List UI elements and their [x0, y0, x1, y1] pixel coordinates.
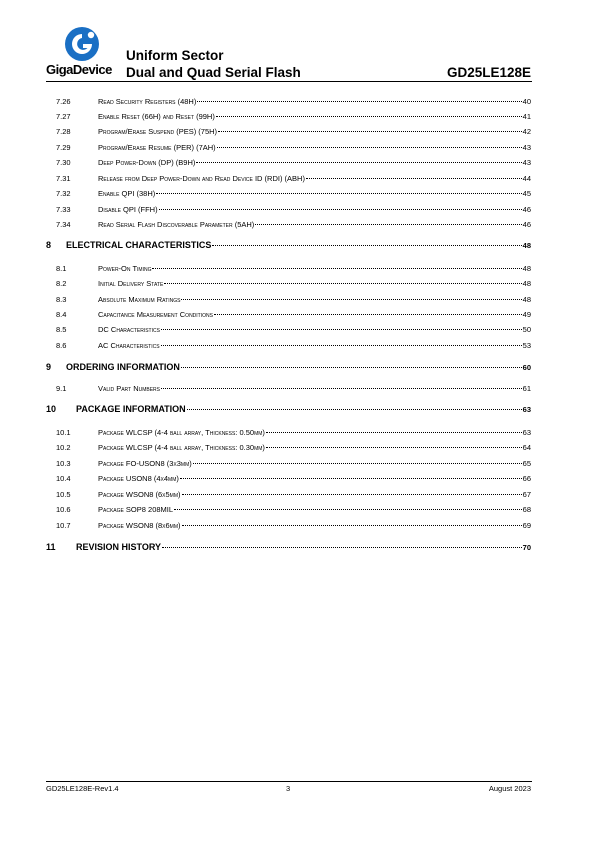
toc-subsection-entry[interactable]: [46, 322, 531, 336]
toc-dot-leader: [212, 238, 521, 248]
toc-dot-leader: [152, 261, 521, 271]
toc-subsection-entry[interactable]: [46, 307, 531, 321]
product-line-2: Dual and Quad Serial Flash: [126, 65, 301, 80]
toc-entry-page: 48: [522, 279, 531, 288]
toc-dot-leader: [193, 456, 522, 466]
footer-page-number: 3: [286, 784, 291, 793]
gigadevice-logo: [46, 26, 120, 82]
toc-dot-leader: [196, 155, 521, 165]
toc-entry-title: AC Characteristics: [98, 341, 160, 350]
toc-entry-title: Package WLCSP (4-4 ball array, Thickness: 0.30mm): [98, 443, 265, 452]
toc-entry-page: 50: [522, 325, 531, 334]
toc-entry-title: Package WSON8 (6x5mm): [98, 490, 181, 499]
toc-entry-number: 10.5: [56, 490, 71, 499]
toc-entry-page: 49: [522, 310, 531, 319]
toc-entry-page: 45: [522, 189, 531, 198]
toc-entry-page: 61: [522, 384, 531, 393]
toc-entry-page: 63: [522, 428, 531, 437]
toc-entry-title: ELECTRICAL CHARACTERISTICS: [66, 240, 212, 250]
toc-dot-leader: [197, 94, 521, 104]
toc-subsection-entry[interactable]: [46, 109, 531, 123]
toc-subsection-entry[interactable]: [46, 292, 531, 306]
toc-entry-page: 64: [522, 443, 531, 452]
toc-subsection-entry[interactable]: [46, 440, 531, 454]
toc-entry-title: Package USON8 (4x4mm): [98, 474, 179, 483]
toc-dot-leader: [255, 217, 521, 227]
toc-entry-number: 8.6: [56, 341, 67, 350]
toc-dot-leader: [156, 186, 521, 196]
toc-entry-title: Absolute Maximum Ratings: [98, 295, 181, 304]
toc-dot-leader: [182, 487, 522, 497]
toc-subsection-entry[interactable]: [46, 261, 531, 275]
toc-entry-title: Release from Deep Power-Down and Read Device ID (RDI) (ABH): [98, 174, 305, 183]
toc-entry-page: 60: [522, 363, 531, 372]
toc-subsection-entry[interactable]: [46, 140, 531, 154]
toc-entry-number: 8.2: [56, 279, 67, 288]
toc-dot-leader: [162, 540, 522, 550]
toc-entry-title: Valid Part Numbers: [98, 384, 161, 393]
toc-entry-number: 10.4: [56, 474, 71, 483]
toc-entry-number: 7.27: [56, 112, 71, 121]
footer-doc-id: GD25LE128E-Rev1.4: [46, 784, 119, 793]
toc-entry-number: 9.1: [56, 384, 67, 393]
toc-entry-number: 8.5: [56, 325, 67, 334]
toc-entry-number: 11: [46, 542, 56, 552]
toc-entry-number: 8.1: [56, 264, 67, 273]
toc-entry-page: 44: [522, 174, 531, 183]
toc-entry-title: Enable Reset (66H) and Reset (99H): [98, 112, 215, 121]
toc-entry-number: 7.31: [56, 174, 71, 183]
toc-entry-number: 10: [46, 404, 57, 414]
toc-entry-number: 10.6: [56, 505, 71, 514]
footer-date: August 2023: [488, 784, 531, 793]
toc-entry-title: REVISION HISTORY: [76, 542, 162, 552]
toc-section-entry[interactable]: [46, 238, 531, 252]
toc-subsection-entry[interactable]: [46, 425, 531, 439]
toc-entry-title: Program/Erase Suspend (PES) (75H): [98, 127, 218, 136]
header-rule: [46, 81, 532, 82]
toc-entry-number: 7.34: [56, 220, 71, 229]
toc-entry-number: 10.7: [56, 521, 71, 530]
toc-entry-page: 68: [522, 505, 531, 514]
toc-dot-leader: [181, 360, 522, 370]
toc-entry-title: Read Serial Flash Discoverable Parameter (5AH): [98, 220, 255, 229]
toc-subsection-entry[interactable]: [46, 186, 531, 200]
toc-entry-page: 63: [522, 405, 531, 414]
toc-dot-leader: [214, 307, 522, 317]
toc-entry-number: 8.3: [56, 295, 67, 304]
toc-entry-page: 70: [522, 543, 531, 552]
product-line-1: Uniform Sector: [126, 48, 224, 63]
toc-entry-page: 43: [522, 143, 531, 152]
toc-entry-page: 48: [522, 295, 531, 304]
toc-entry-page: 65: [522, 459, 531, 468]
toc-entry-page: 53: [522, 341, 531, 350]
toc-entry-title: Power-On Timing: [98, 264, 152, 273]
toc-subsection-entry[interactable]: [46, 202, 531, 216]
toc-entry-number: 7.30: [56, 158, 71, 167]
toc-entry-title: DC Characteristics: [98, 325, 160, 334]
toc-dot-leader: [182, 518, 522, 528]
toc-entry-page: 69: [522, 521, 531, 530]
toc-entry-title: Capacitance Measurement Conditions: [98, 310, 213, 319]
toc-entry-number: 10.3: [56, 459, 71, 468]
toc-entry-page: 46: [522, 205, 531, 214]
toc-entry-number: 8.4: [56, 310, 67, 319]
toc-entry-title: Program/Erase Resume (PER) (7AH): [98, 143, 216, 152]
toc-entry-page: 41: [522, 112, 531, 121]
toc-dot-leader: [161, 322, 522, 332]
toc-entry-title: Disable QPI (FFH): [98, 205, 158, 214]
toc-entry-title: Read Security Registers (48H): [98, 97, 197, 106]
toc-subsection-entry[interactable]: [46, 518, 531, 532]
toc-subsection-entry[interactable]: [46, 338, 531, 352]
toc-entry-number: 7.32: [56, 189, 71, 198]
toc-subsection-entry[interactable]: [46, 217, 531, 231]
toc-dot-leader: [174, 502, 522, 512]
toc-dot-leader: [180, 471, 522, 481]
toc-entry-number: 7.26: [56, 97, 71, 106]
toc-entry-title: Deep Power-Down (DP) (B9H): [98, 158, 196, 167]
toc-entry-title: Package WLCSP (4-4 ball array, Thickness: 0.50mm): [98, 428, 265, 437]
toc-dot-leader: [161, 381, 522, 391]
toc-entry-number: 7.28: [56, 127, 71, 136]
toc-dot-leader: [159, 202, 522, 212]
toc-subsection-entry[interactable]: [46, 155, 531, 169]
toc-dot-leader: [216, 109, 522, 119]
gigadevice-logo-icon: [64, 26, 100, 62]
toc-dot-leader: [266, 440, 522, 450]
toc-dot-leader: [218, 124, 522, 134]
toc-dot-leader: [187, 402, 522, 412]
toc-entry-number: 8: [46, 240, 52, 250]
toc-dot-leader: [161, 338, 522, 348]
logo-text: GigaDevice: [46, 62, 112, 77]
toc-dot-leader: [217, 140, 522, 150]
toc-entry-number: 9: [46, 362, 52, 372]
toc-entry-title: ORDERING INFORMATION: [66, 362, 180, 372]
toc-entry-page: 40: [522, 97, 531, 106]
toc-subsection-entry[interactable]: [46, 94, 531, 108]
toc-entry-page: 42: [522, 127, 531, 136]
toc-dot-leader: [164, 276, 521, 286]
toc-section-entry[interactable]: [46, 360, 531, 374]
toc-dot-leader: [181, 292, 521, 302]
toc-section-entry[interactable]: [46, 540, 531, 554]
toc-subsection-entry[interactable]: [46, 487, 531, 501]
toc-entry-title: Enable QPI (38H): [98, 189, 156, 198]
toc-entry-title: Package FO-USON8 (3x3mm): [98, 459, 192, 468]
toc-entry-title: Package WSON8 (8x6mm): [98, 521, 181, 530]
toc-entry-number: 7.33: [56, 205, 71, 214]
toc-entry-page: 67: [522, 490, 531, 499]
toc-section-entry[interactable]: [46, 402, 531, 416]
toc-entry-title: PACKAGE INFORMATION: [76, 404, 186, 414]
toc-subsection-entry[interactable]: [46, 276, 531, 290]
toc-entry-page: 48: [522, 264, 531, 273]
toc-entry-number: 7.29: [56, 143, 71, 152]
toc-entry-number: 10.2: [56, 443, 71, 452]
toc-entry-page: 48: [522, 241, 531, 250]
toc-entry-title: Package SOP8 208MIL: [98, 505, 174, 514]
toc-subsection-entry[interactable]: [46, 171, 531, 185]
footer-rule: [46, 781, 532, 782]
part-number: GD25LE128E: [446, 65, 531, 80]
toc-entry-page: 66: [522, 474, 531, 483]
toc-dot-leader: [266, 425, 522, 435]
toc-subsection-entry[interactable]: [46, 471, 531, 485]
toc-entry-number: 10.1: [56, 428, 71, 437]
toc-entry-page: 46: [522, 220, 531, 229]
toc-subsection-entry[interactable]: [46, 124, 531, 138]
toc-subsection-entry[interactable]: [46, 381, 531, 395]
toc-subsection-entry[interactable]: [46, 456, 531, 470]
toc-entry-page: 43: [522, 158, 531, 167]
toc-entry-title: Initial Delivery State: [98, 279, 164, 288]
toc-dot-leader: [306, 171, 522, 181]
toc-subsection-entry[interactable]: [46, 502, 531, 516]
